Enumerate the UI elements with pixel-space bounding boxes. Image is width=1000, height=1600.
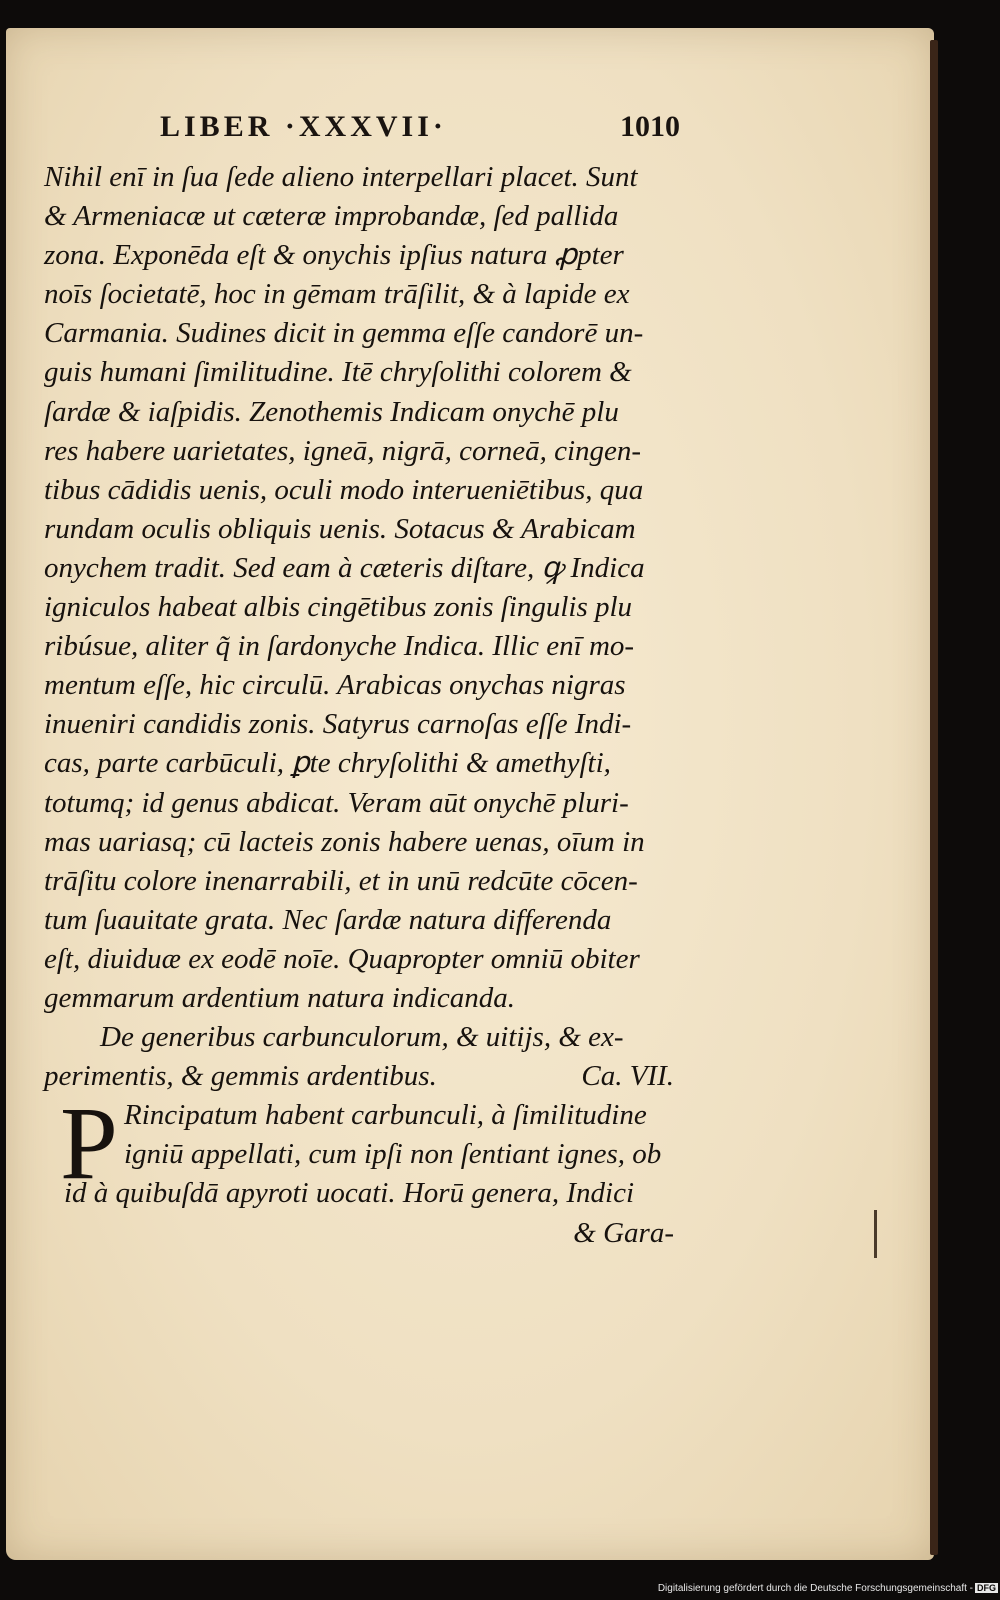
text-line: Carmania. Sudines dicit in gemma eſſe candorē un- <box>44 317 644 350</box>
running-title: LIBER ·XXXVII· <box>160 110 447 143</box>
text-line: trāſitu colore inenarrabili, et in unū redcūte cōcen- <box>44 864 638 897</box>
text-line: mentum eſſe, hic circulū. Arabicas onychas nigras <box>44 669 626 702</box>
text-line: igniculos habeat albis cingētibus zonis ſingulis plu <box>44 591 633 624</box>
margin-mark <box>874 1210 877 1258</box>
text-line: mas uariasq; cū lacteis zonis habere uenas, oīum in <box>44 825 645 858</box>
digitization-credit <box>600 1583 998 1599</box>
text-line: guis humani ſimilitudine. Itē chryſolithi colorem & <box>44 356 632 389</box>
text-line: ſardæ & iaſpidis. Zenothemis Indicam onychē plu <box>44 395 619 428</box>
text-line: Rincipatum habent carbunculi, à ſimilitudine <box>124 1099 647 1132</box>
drop-cap-initial: P <box>60 1086 118 1202</box>
catchword: & Gara- <box>573 1216 674 1249</box>
chapter-heading-line <box>44 1057 684 1096</box>
page-header <box>160 110 680 154</box>
chapter-opening <box>44 1086 684 1213</box>
body-text <box>44 158 684 1253</box>
text-line: igniū appellati, cum ipſi non ſentiant ignes, ob <box>124 1138 662 1171</box>
text-line: noīs ſocietatē, hoc in gēmam trāſilit, & à lapide ex <box>44 278 630 311</box>
chapter-heading-line-text: perimentis, & gemmis ardentibus. <box>44 1060 437 1093</box>
text-line: cas, parte carbūculi, ꝑte chryſolithi & amethyſti, <box>44 747 611 780</box>
text-line: eſt, diuiduæ ex eodē noīe. Quapropter omniū obiter <box>44 942 640 975</box>
text-line: & Armeniacæ ut cæteræ improbandæ, ſed pallida <box>44 200 619 233</box>
text-line: gemmarum ardentium natura indicanda. <box>44 981 515 1014</box>
chapter-heading <box>44 1018 684 1096</box>
text-line: onychem tradit. Sed eam à cæteris diſtare, ꝙ Indica <box>44 551 645 584</box>
text-line: ribúsue, aliter q̃ in ſardonyche Indica. Illic enī mo- <box>44 630 635 663</box>
text-line: id à quibuſdā apyroti uocati. Horū genera, Indici <box>64 1177 635 1210</box>
credit-text: Digitalisierung gefördert durch die Deutsche Forschungsgemeinschaft - <box>657 1583 973 1594</box>
page-edge <box>930 40 938 1555</box>
text-line: res habere uarietates, igneā, nigrā, corneā, cingen- <box>44 434 642 467</box>
text-line: Nihil enī in ſua ſede alieno interpellari placet. Sunt <box>44 161 638 193</box>
page-number: 1010 <box>620 110 680 143</box>
text-line: tibus cādidis uenis, oculi modo interueniētibus, qua <box>44 473 644 506</box>
text-line: rundam oculis obliquis uenis. Sotacus & Arabicam <box>44 512 636 545</box>
chapter-heading-line: De generibus carbunculorum, & uitijs, & ex- <box>100 1021 624 1054</box>
text-line: inueniri candidis zonis. Satyrus carnoſas eſſe Indi- <box>44 708 632 741</box>
dfg-logo: DFG <box>977 1583 996 1593</box>
text-line: tum ſuauitate grata. Nec ſardæ natura differenda <box>44 903 612 936</box>
text-line: totumq; id genus abdicat. Veram aūt onychē pluri- <box>44 786 629 819</box>
chapter-number: Ca. VII. <box>581 1060 674 1093</box>
text-line: zona. Exponēda eſt & onychis ipſius natura ꝓpter <box>44 239 624 272</box>
